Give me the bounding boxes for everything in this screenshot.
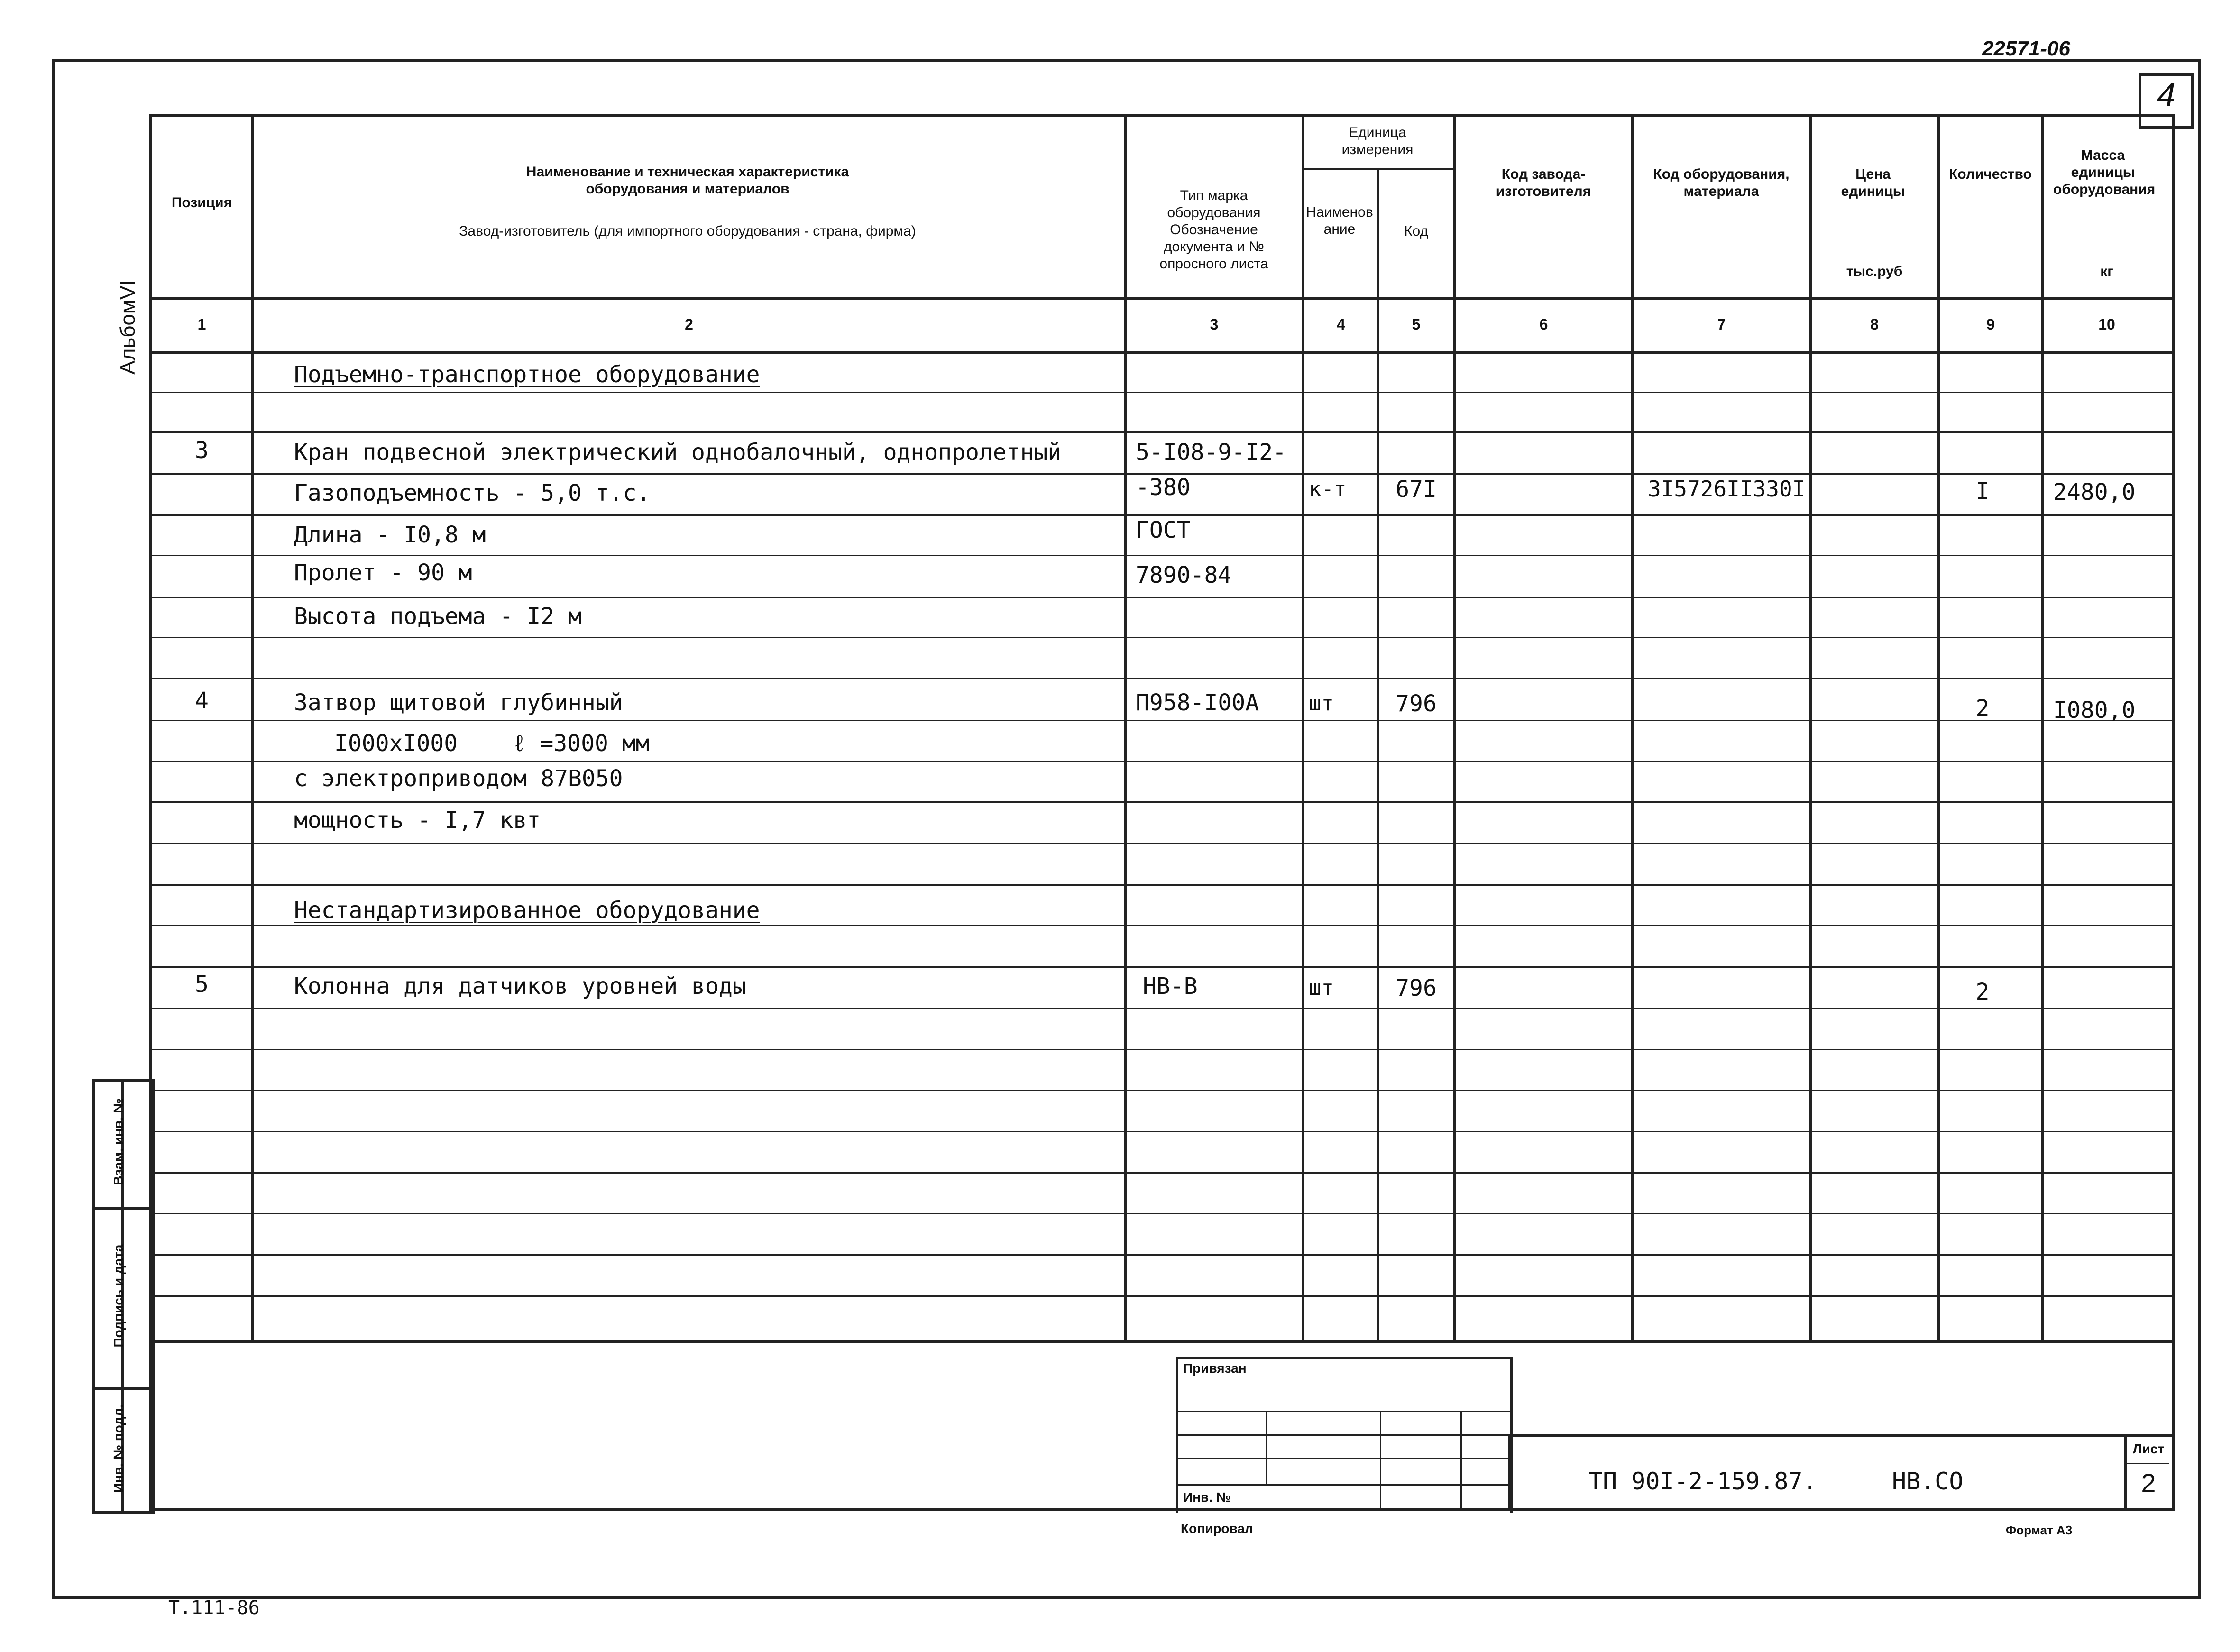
header-name: Наименование и техническая характеристика оборудования и материалов bbox=[526, 164, 849, 197]
side-stamp-inv: Инв. № подл. bbox=[111, 1404, 126, 1493]
row-line bbox=[149, 1254, 2172, 1256]
unit-header-split bbox=[1302, 168, 1453, 170]
row-line bbox=[149, 1049, 2172, 1050]
row-name: Затвор щитовой глубинный bbox=[294, 689, 623, 716]
header-unit: Единица измерения bbox=[1341, 125, 1414, 157]
header-unit-code: Код bbox=[1404, 223, 1428, 239]
row-line bbox=[149, 720, 2172, 721]
col-number: 6 bbox=[1539, 316, 1548, 333]
col-number: 1 bbox=[197, 316, 206, 333]
col-line-8 bbox=[1937, 114, 1940, 1340]
footer-code: Т.111-86 bbox=[168, 1597, 260, 1619]
row-name: с электроприводом 87В050 bbox=[294, 765, 623, 792]
header-price-unit: тыс.руб bbox=[1846, 264, 1903, 279]
section-title-nonstandard: Нестандартизированное оборудование bbox=[294, 897, 760, 924]
header-mass: Масса единицы оборудования bbox=[2053, 147, 2156, 197]
header-quantity: Количество bbox=[1949, 166, 2032, 182]
privyazan-vline bbox=[1460, 1411, 1462, 1510]
row-line bbox=[149, 1090, 2172, 1091]
row-line bbox=[149, 1295, 2172, 1297]
row-line bbox=[149, 843, 2172, 844]
row-line bbox=[149, 761, 2172, 762]
header-manufacturer: Завод-изготовитель (для импортного оборудования - страна, фирма) bbox=[459, 223, 916, 239]
header-price: Цена единицы bbox=[1841, 166, 1905, 199]
sheet-label: Лист bbox=[2132, 1441, 2165, 1456]
col-line-4 bbox=[1377, 168, 1379, 1340]
row-line bbox=[149, 1172, 2172, 1174]
project-code: ТП 90I-2-159.87. bbox=[1588, 1468, 1817, 1495]
row-type: ГОСТ bbox=[1136, 517, 1191, 543]
row-line bbox=[149, 431, 2172, 433]
row-quantity: 2 bbox=[1975, 979, 1990, 1005]
row-line bbox=[149, 514, 2172, 516]
row-position: 5 bbox=[195, 971, 209, 998]
colnum-bottom-line bbox=[149, 351, 2172, 354]
row-line bbox=[149, 966, 2172, 968]
col-number: 10 bbox=[2098, 316, 2115, 333]
document-mark: НВ.СО bbox=[1892, 1468, 1964, 1495]
row-type: П958-I00А bbox=[1136, 689, 1259, 716]
header-mass-unit: кг bbox=[2100, 264, 2113, 279]
col-line-3 bbox=[1302, 114, 1304, 1340]
row-unit-code: 796 bbox=[1395, 690, 1437, 717]
header-manufacturer-code: Код завода-изготовителя bbox=[1496, 166, 1591, 199]
privyazan-vline bbox=[1380, 1411, 1381, 1510]
row-type: НВ-В bbox=[1143, 973, 1198, 1000]
col-number: 3 bbox=[1210, 316, 1219, 333]
col-line-9 bbox=[2041, 114, 2044, 1340]
sheet-number: 2 bbox=[2141, 1468, 2156, 1498]
header-type: Тип марка оборудования Обозначение документа и № опросного листа bbox=[1159, 188, 1268, 272]
row-unit: к-т bbox=[1309, 477, 1347, 501]
side-stamp-row-line bbox=[92, 1207, 152, 1210]
header-bottom-line bbox=[149, 297, 2172, 300]
row-name: Колонна для датчиков уровней воды bbox=[294, 973, 746, 1000]
col-number: 2 bbox=[685, 316, 693, 333]
header-unit-name: Наименование bbox=[1306, 204, 1373, 237]
header-material-code: Код оборудования, материала bbox=[1653, 166, 1790, 199]
row-line bbox=[149, 637, 2172, 638]
privyazan-label: Привязан bbox=[1183, 1361, 1247, 1376]
row-type: -380 bbox=[1136, 474, 1191, 501]
row-quantity: 2 bbox=[1975, 695, 1990, 722]
row-name: мощность - I,7 квт bbox=[294, 807, 541, 834]
bottom-frame bbox=[149, 1337, 2175, 1511]
row-name: Кран подвесной электрический однобалочный, однопролетный bbox=[294, 439, 1062, 466]
row-quantity: I bbox=[1975, 478, 1990, 505]
row-line bbox=[149, 392, 2172, 393]
row-line bbox=[149, 801, 2172, 803]
row-line bbox=[149, 597, 2172, 598]
header-position: Позиция bbox=[171, 195, 232, 211]
col-number: 7 bbox=[1717, 316, 1726, 333]
row-line bbox=[149, 678, 2172, 679]
section-title-lifting: Подъемно-транспортное оборудование bbox=[294, 361, 760, 388]
col-line-7 bbox=[1809, 114, 1812, 1340]
row-line bbox=[149, 925, 2172, 926]
row-line bbox=[149, 1213, 2172, 1214]
sheet-corner-number: 4 bbox=[2157, 76, 2176, 113]
row-position: 4 bbox=[195, 688, 209, 714]
col-line-1 bbox=[251, 114, 254, 1340]
row-line bbox=[149, 1008, 2172, 1009]
col-number: 8 bbox=[1870, 316, 1879, 333]
title-stamp-left bbox=[1508, 1434, 1511, 1511]
row-line bbox=[149, 1131, 2172, 1132]
row-name: Длина - I0,8 м bbox=[294, 522, 486, 548]
album-label: АльбомVI bbox=[116, 280, 139, 375]
col-number: 4 bbox=[1337, 316, 1345, 333]
row-line bbox=[149, 555, 2172, 556]
side-stamp-sign: Подпись и дата bbox=[111, 1244, 126, 1348]
doc-code: 22571-06 bbox=[1982, 37, 2070, 60]
col-line-5 bbox=[1453, 114, 1456, 1340]
row-unit: шт bbox=[1309, 691, 1334, 716]
row-name: I000хI000 ℓ =3000 мм bbox=[334, 730, 650, 757]
row-name: Пролет - 90 м bbox=[294, 560, 472, 586]
row-unit: шт bbox=[1309, 976, 1334, 1000]
privyazan-vline bbox=[1266, 1411, 1267, 1484]
format-label: Формат А3 bbox=[2006, 1523, 2073, 1537]
col-number: 5 bbox=[1412, 316, 1421, 333]
row-mass: 2480,0 bbox=[2053, 479, 2136, 505]
copied-label: Копировал bbox=[1181, 1521, 1253, 1536]
row-unit-code: 796 bbox=[1395, 975, 1437, 1001]
col-number: 9 bbox=[1986, 316, 1995, 333]
col-line-2 bbox=[1124, 114, 1127, 1340]
col-line-6 bbox=[1631, 114, 1634, 1340]
side-stamp-swap: Взам. инв. № bbox=[111, 1098, 126, 1185]
row-type: 7890-84 bbox=[1136, 562, 1232, 588]
row-line bbox=[149, 884, 2172, 886]
row-mass: I080,0 bbox=[2053, 697, 2136, 724]
sheet-cell-split bbox=[2124, 1463, 2169, 1464]
row-position: 3 bbox=[195, 437, 209, 464]
row-material-code: 3I5726II330I bbox=[1648, 476, 1806, 502]
title-stamp-top bbox=[1510, 1434, 2172, 1437]
inv-no-label: Инв. № bbox=[1183, 1490, 1231, 1505]
row-type: 5-I08-9-I2- bbox=[1136, 439, 1286, 466]
row-name: Газоподъемность - 5,0 т.с. bbox=[294, 480, 651, 506]
row-name: Высота подъема - I2 м bbox=[294, 603, 582, 630]
row-unit-code: 67I bbox=[1395, 476, 1437, 503]
